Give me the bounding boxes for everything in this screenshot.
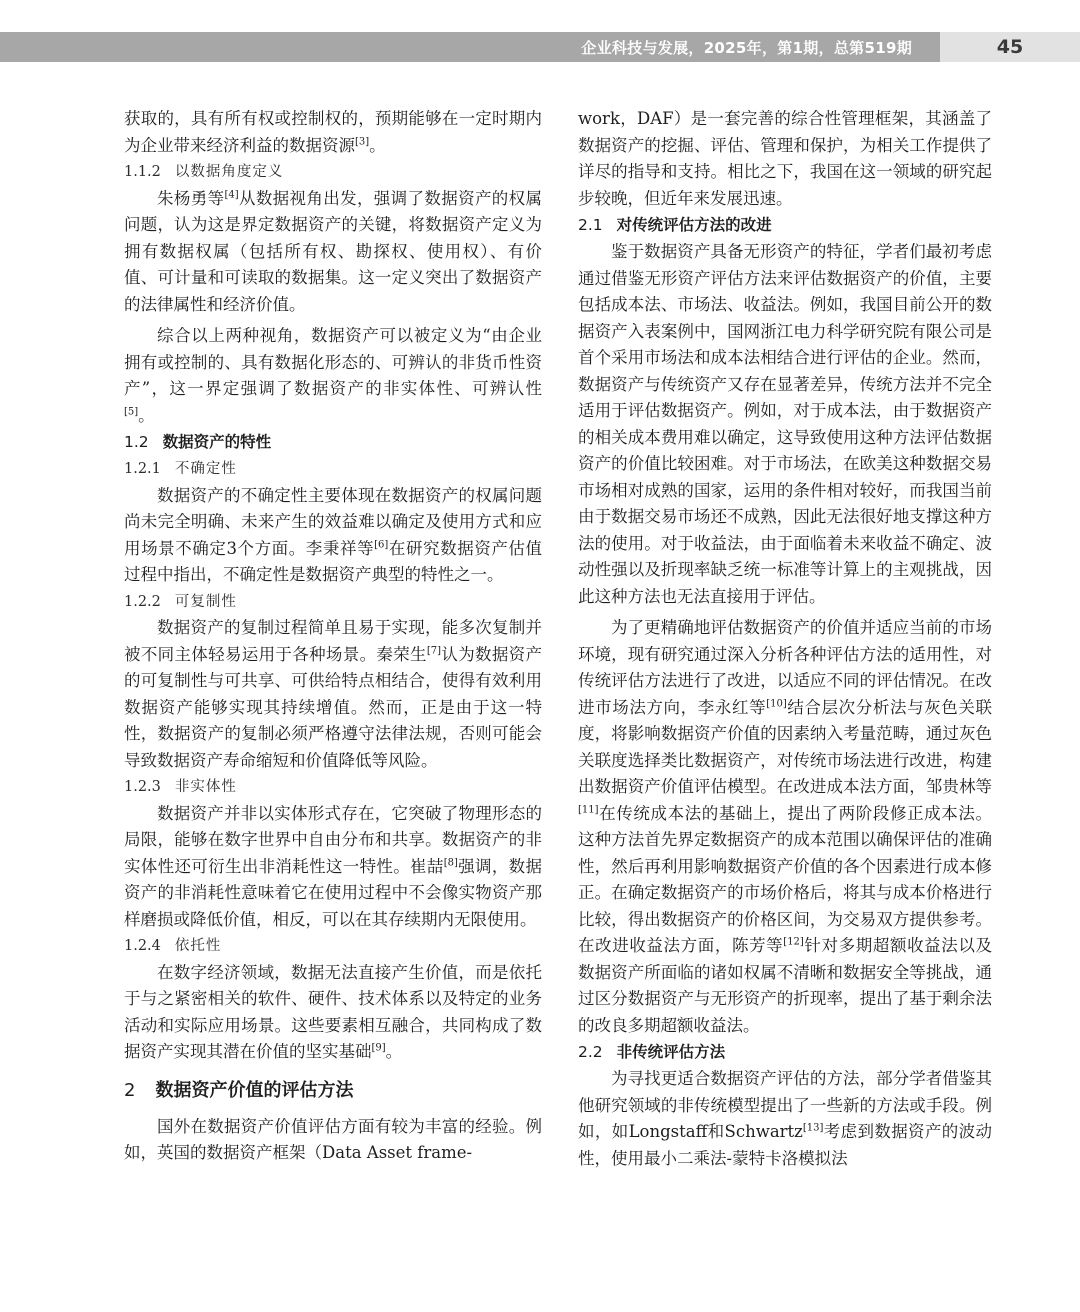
paragraph: 数据资产的不确定性主要体现在数据资产的权属问题尚未完全明确、未来产生的效益难以确定及使用方式和应用场景不确定3个方面。李秉祥等[6]在研究数据资产估值过程中指出，不确定性是数据资产典型的特性之一。 xyxy=(124,485,542,584)
section-heading-2: 2 数据资产价值的评估方法 xyxy=(124,1079,354,1101)
paragraph: 朱杨勇等[4]从数据视角出发，强调了数据资产的权属问题，认为这是界定数据资产的关键，将数据资产定义为拥有数据权属（包括所有权、勘探权、使用权）、有价值、可计量和可读取的数据集。这一定义突出了数据资产的法律属性和经济价值。 xyxy=(124,188,543,314)
journal-info: 企业科技与发展，2025年，第1期，总第519期 xyxy=(581,38,912,57)
section-heading-2-2: 2.2 非传统评估方法 xyxy=(578,1043,726,1061)
citation: [3] xyxy=(355,136,370,147)
paragraph: 鉴于数据资产具备无形资产的特征，学者们最初考虑通过借鉴无形资产评估方法来评估数据资产的价值，主要包括成本法、市场法、收益法。例如，我国目前公开的数据资产入表案例中，国网浙江电力科学研究院有限公司是首个采用市场法和成本法相结合进行评估的企业。然而，数据资产与传统资产又存在显著差异，传统方法并不完全适用于评估数据资产。例如，对于成本法，由于数据资产的相关成本费用难以确定，这导致使用这种方法评估数据资产的价值比较困难。对于市场法，在欧美这种数据交易市场相对成熟的国家，运用的条件相对较好，而我国当前由于数据交易市场还不成熟，因此无法很好地支撑这种方法的使用。对于收益法，由于面临着未来收益不确定、波动性强以及折现率缺乏统一标准等计算上的主观挑战，因此这种方法也无法直接用于评估。 xyxy=(578,242,992,606)
right-column xyxy=(578,106,992,1172)
subsection-heading-1-2-4: 1.2.4 依托性 xyxy=(124,938,222,954)
paragraph: 综合以上两种视角，数据资产可以被定义为“由企业拥有或控制的、具有数据化形态的、可辨认的非货币性资产”，这一界定强调了数据资产的非实体性、可辨认性[5]。 xyxy=(124,326,542,425)
paragraph: 为寻找更适合数据资产评估的方法，部分学者借鉴其他研究领域的非传统模型提出了一些新的方法或手段。例如，如Longstaff和Schwartz[13]考虑到数据资产的波动性，使用最小二乘法-蒙特卡洛模拟法 xyxy=(578,1069,992,1168)
citation: [4] xyxy=(224,189,239,200)
paragraph: 国外在数据资产价值评估方面有较为丰富的经验。例如，英国的数据资产框架（Data Asset frame- xyxy=(124,1116,542,1162)
subsection-heading-1-2-2: 1.2.2 可复制性 xyxy=(124,593,237,610)
paragraph: 获取的，具有所有权或控制权的，预期能够在一定时期内为企业带来经济利益的数据资源[3]。 xyxy=(124,109,542,155)
paragraph: 为了更精确地评估数据资产的价值并适应当前的市场环境，现有研究通过深入分析各种评估方法的适用性，对传统评估方法进行了改进，以适应不同的评估情况。在改进市场法方向，李永红等[10]结合层次分析法与灰色关联度，将影响数据资产价值的因素纳入考量范畴，通过灰色关联度选择类比数据资产，对传统市场法进行改进，构建出数据资产价值评估模型。在改进成本法方面，邹贵林等[11]在传统成本法的基础上，提出了两阶段修正成本法。这种方法首先界定数据资产的成本范围以确保评估的准确性，然后再利用影响数据资产价值的各个因素进行成本修正。在确定数据资产的市场价格后，将其与成本价格进行比较，得出数据资产的价格区间，为交易双方提供参考。在改进收益法方面，陈芳等[12]针对多期超额收益法以及数据资产所面临的诸如权属不清晰和数据安全等挑战，通过区分数据资产与无形资产的折现率，提出了基于剩余法的改良多期超额收益法。 xyxy=(578,618,993,1035)
paragraph: 数据资产并非以实体形式存在，它突破了物理形态的局限，能够在数字世界中自由分布和共享。数据资产的非实体性还可衍生出非消耗性这一特性。崔喆[8]强调，数据资产的非消耗性意味着它在使用过程中不会像实物资产那样磨损或降低价值，相反，可以在其存续期内无限使用。 xyxy=(124,803,543,929)
paragraph: work，DAF）是一套完善的综合性管理框架，其涵盖了数据资产的挖掘、评估、管理和保护，为相关工作提供了详尽的指导和支持。相比之下，我国在这一领域的研究起步较晚，但近年来发展迅速。 xyxy=(578,109,992,208)
paragraph: 数据资产的复制过程简单且易于实现，能多次复制并被不同主体轻易运用于各种场景。秦荣生[7]认为数据资产的可复制性与可共享、可供给特点相结合，使得有效利用数据资产能够实现其持续增值。然而，正是由于这一特性，数据资产的复制必须严格遵守法律法规，否则可能会导致数据资产寿命缩短和价值降低等风险。 xyxy=(124,618,543,770)
citation: [6] xyxy=(374,539,389,550)
journal-info-bar xyxy=(0,32,940,62)
subsection-heading-1-1-2: 1.1.2 以数据角度定义 xyxy=(124,164,284,180)
citation: [12] xyxy=(783,936,804,948)
citation: [5] xyxy=(124,406,139,417)
subsection-heading-1-2-3: 1.2.3 非实体性 xyxy=(124,779,237,795)
running-header xyxy=(0,32,1080,62)
citation: [11] xyxy=(578,804,599,815)
left-column xyxy=(124,106,542,1167)
citation: [13] xyxy=(802,1122,824,1134)
section-heading-2-1: 2.1 对传统评估方法的改进 xyxy=(578,216,772,234)
citation: [9] xyxy=(371,1042,386,1054)
section-heading-1-2: 1.2 数据资产的特性 xyxy=(124,433,272,451)
citation: [8] xyxy=(443,857,458,868)
page-number-box xyxy=(940,32,1080,62)
paragraph: 在数字经济领域，数据无法直接产生价值，而是依托于与之紧密相关的软件、硬件、技术体系以及特定的业务活动和实际应用场景。这些要素相互融合，共同构成了数据资产实现其潜在价值的坚实基础[9]。 xyxy=(124,962,542,1061)
page-number: 45 xyxy=(996,36,1024,58)
citation: [7] xyxy=(426,645,442,656)
subsection-heading-1-2-1: 1.2.1 不确定性 xyxy=(124,461,237,477)
citation: [10] xyxy=(766,698,787,709)
